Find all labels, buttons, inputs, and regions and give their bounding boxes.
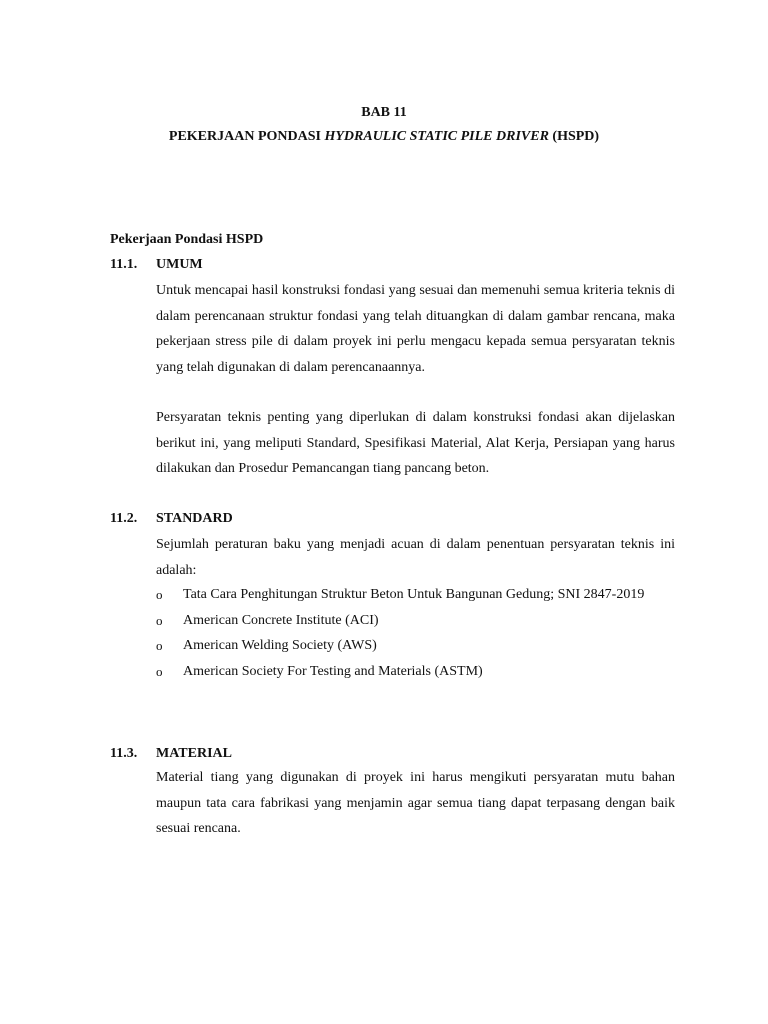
list-item-text: Tata Cara Penghitungan Struktur Beton Untuk Bangunan Gedung; SNI 2847-2019 bbox=[183, 587, 645, 602]
section-number: 11.3. bbox=[110, 746, 138, 761]
list-item-text: American Welding Society (AWS) bbox=[183, 638, 377, 653]
bullet-marker: o bbox=[156, 587, 163, 602]
list-item-text: American Concrete Institute (ACI) bbox=[183, 612, 379, 628]
standards-list bbox=[156, 582, 675, 684]
list-item bbox=[156, 582, 675, 608]
paragraph-umum-1: Untuk mencapai hasil konstruksi fondasi yang sesuai dan memenuhi semua kriteria teknis di dalam perencanaan struktur fondasi yang telah dituangkan di dalam gambar rencana, maka pekerjaan stress pile di dalam proyek ini perlu mengacu kepada semua persyaratan teknis yang telah digunakan di dalam perencanaannya. bbox=[156, 283, 675, 375]
section-title: UMUM bbox=[156, 257, 203, 272]
section-title: MATERIAL bbox=[156, 746, 232, 761]
section-number: 11.2. bbox=[110, 511, 138, 526]
paragraph-material: Material tiang yang digunakan di proyek ini harus mengikuti persyaratan mutu bahan maupun tata cara fabrikasi yang menjamin agar semua tiang dapat terpasang dengan baik sesuai rencana. bbox=[156, 770, 675, 836]
bullet-marker: o bbox=[156, 638, 163, 653]
section-heading-standard bbox=[110, 511, 233, 527]
chapter-title bbox=[0, 129, 768, 145]
chapter-title-prefix: PEKERJAAN PONDASI bbox=[168, 129, 325, 144]
section-number: 11.1. bbox=[110, 257, 138, 272]
section-heading-material bbox=[110, 746, 232, 762]
list-item bbox=[156, 608, 675, 634]
chapter-title-suffix: (HSPD) bbox=[548, 129, 600, 144]
bullet-marker: o bbox=[156, 663, 163, 679]
list-item bbox=[156, 659, 675, 685]
subheading: Pekerjaan Pondasi HSPD bbox=[110, 232, 264, 247]
chapter-title-italic: HYDRAULIC STATIC PILE DRIVER bbox=[324, 129, 549, 144]
section-title: STANDARD bbox=[156, 511, 233, 526]
list-item-text: American Society For Testing and Materials (ASTM) bbox=[183, 663, 483, 679]
list-item bbox=[156, 633, 675, 659]
section-heading-umum bbox=[110, 257, 203, 273]
bullet-marker: o bbox=[156, 612, 163, 628]
chapter-number: BAB 11 bbox=[361, 105, 407, 120]
paragraph-umum-2: Persyaratan teknis penting yang diperlukan di dalam konstruksi fondasi akan dijelaskan berikut ini, yang meliputi Standard, Spesifikasi Material, Alat Kerja, Persiapan yang harus dilakukan dan Prosedur Pemancangan tiang pancang beton. bbox=[156, 410, 675, 476]
paragraph-standard: Sejumlah peraturan baku yang menjadi acuan di dalam penentuan persyaratan teknis ini adalah: bbox=[156, 537, 675, 578]
